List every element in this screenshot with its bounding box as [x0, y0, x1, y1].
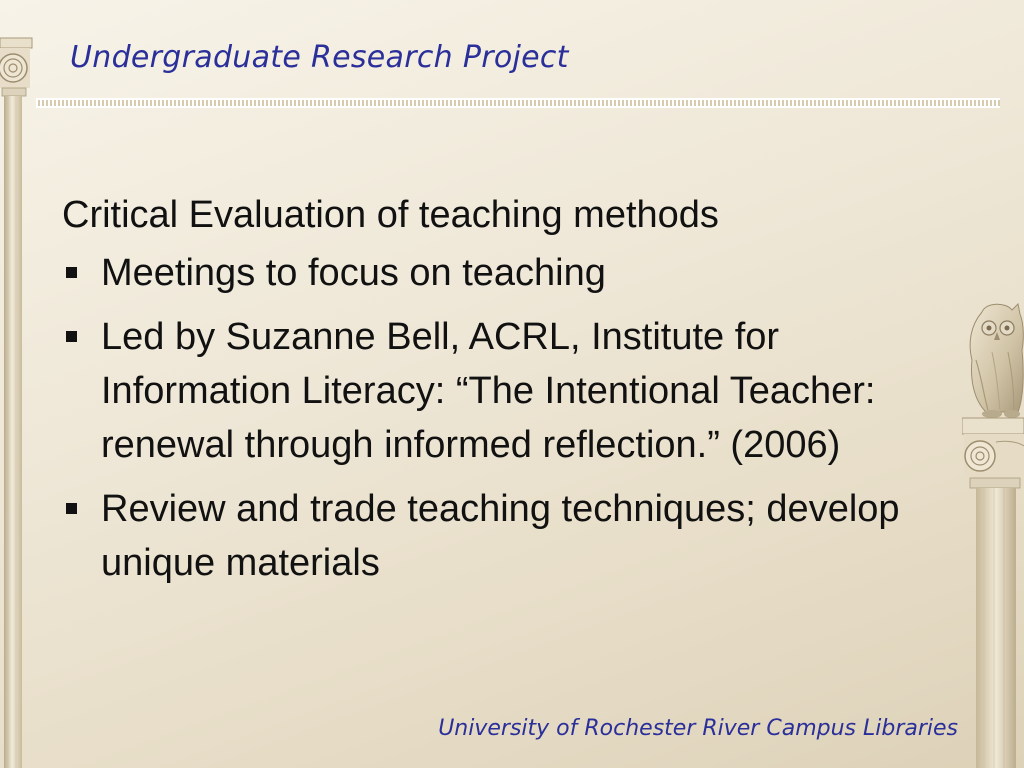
- bullet-text: Review and trade teaching techniques; develop unique materials: [101, 488, 900, 584]
- slide-footer: University of Rochester River Campus Libraries: [438, 716, 958, 741]
- header-divider: [36, 98, 1000, 108]
- square-bullet-icon: [66, 503, 77, 514]
- slide-content: [62, 188, 942, 600]
- owl-statue-icon: [962, 300, 1024, 768]
- bullet-list: [62, 246, 942, 590]
- bullet-item: [62, 310, 942, 472]
- square-bullet-icon: [66, 331, 77, 342]
- bullet-item: [62, 482, 942, 590]
- square-bullet-icon: [66, 267, 77, 278]
- content-heading: Critical Evaluation of teaching methods: [62, 194, 719, 236]
- bullet-text: Led by Suzanne Bell, ACRL, Institute for Information Literacy: “The Intentional Teacher: renewal through informed reflection.” (2006): [101, 316, 876, 466]
- slide-header-title: Undergraduate Research Project: [70, 40, 569, 75]
- ionic-column-icon: [0, 36, 34, 768]
- bullet-text: Meetings to focus on teaching: [101, 252, 606, 294]
- bullet-item: [62, 246, 942, 300]
